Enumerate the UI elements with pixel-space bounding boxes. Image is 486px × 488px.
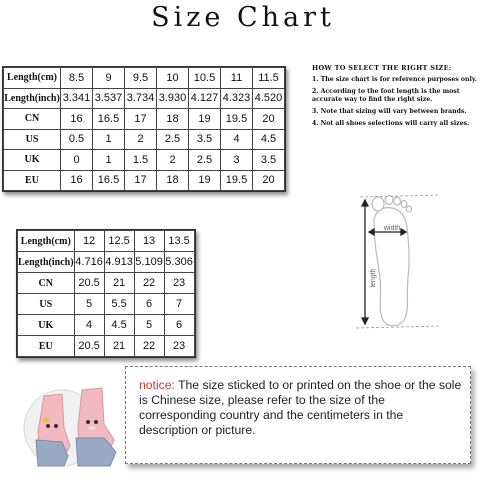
table-cell: 1.5 (125, 150, 157, 171)
table-cell: 0.5 (61, 129, 93, 150)
row-header: Length(cm) (4, 68, 61, 89)
table-cell: 4.716 (74, 252, 104, 273)
table-cell: 2 (125, 129, 157, 150)
table-cell: 8.5 (61, 68, 93, 89)
how-to-select-panel (312, 64, 484, 128)
row-header: UK (18, 315, 75, 336)
page-title: Size Chart (151, 2, 335, 33)
size-table-1 (3, 67, 285, 191)
width-label: width (383, 225, 401, 232)
table-cell: 9.5 (125, 68, 157, 89)
howto-point-2: 2. According to the foot length is the most accurate way to find the right size. (312, 88, 460, 103)
row-header: CN (4, 109, 61, 130)
table-cell: 4.323 (221, 88, 253, 109)
table-cell: 20 (253, 170, 285, 191)
table-cell: 11.5 (253, 68, 285, 89)
howto-point-3: 3. Note that sizing will vary between brands. (312, 108, 467, 115)
table-cell: 7 (164, 294, 194, 315)
table-cell: 2.5 (189, 150, 221, 171)
table-cell: 6 (164, 315, 194, 336)
table-cell: 16.5 (93, 170, 125, 191)
table-row (18, 315, 195, 336)
table-cell: 12 (74, 231, 104, 252)
row-header: Length(inch) (18, 252, 75, 273)
table-row (4, 170, 285, 191)
table-cell: 22 (134, 273, 164, 294)
table-cell: 9 (93, 68, 125, 89)
table-row (4, 150, 285, 171)
row-header: UK (4, 150, 61, 171)
table-cell: 21 (104, 336, 134, 357)
table-row (18, 273, 195, 294)
table-cell: 4 (74, 315, 104, 336)
table-cell: 5 (134, 315, 164, 336)
notice-text (139, 378, 465, 438)
table-row (18, 336, 195, 357)
table-cell: 21 (104, 273, 134, 294)
table-cell: 23 (164, 273, 194, 294)
table-cell: 16 (61, 109, 93, 130)
table-cell: 22 (134, 336, 164, 357)
table-cell: 16 (61, 170, 93, 191)
table-cell: 4 (221, 129, 253, 150)
table-cell: 19 (189, 170, 221, 191)
howto-heading: HOW TO SELECT THE RIGHT SIZE: (312, 64, 452, 72)
table-cell: 1 (93, 129, 125, 150)
table-cell: 17 (125, 109, 157, 130)
table-cell: 4.5 (104, 315, 134, 336)
table-cell: 17 (125, 170, 157, 191)
table-cell: 13.5 (164, 231, 194, 252)
table-cell: 20 (253, 109, 285, 130)
size-table-small (16, 229, 196, 358)
table-cell: 5 (74, 294, 104, 315)
table-cell: 18 (157, 170, 189, 191)
table-cell: 10 (157, 68, 189, 89)
table-cell: 5.109 (134, 252, 164, 273)
table-cell: 3.5 (189, 129, 221, 150)
table-cell: 3.5 (253, 150, 285, 171)
table-cell: 11 (221, 68, 253, 89)
table-cell: 23 (164, 336, 194, 357)
table-row (4, 109, 285, 130)
table-cell: 1 (93, 150, 125, 171)
row-header: CN (18, 273, 75, 294)
table-cell: 5.306 (164, 252, 194, 273)
sock-shoe-right-icon (76, 388, 116, 466)
table-row (18, 294, 195, 315)
table-cell: 20.5 (74, 273, 104, 294)
table-cell: 3.537 (93, 88, 125, 109)
table-cell: 3 (221, 150, 253, 171)
baby-sock-shoes-image (22, 376, 138, 476)
table-cell: 0 (61, 150, 93, 171)
table-cell: 3.930 (157, 88, 189, 109)
table-row (4, 68, 285, 89)
table-cell: 13 (134, 231, 164, 252)
table-row (18, 231, 195, 252)
table-cell: 2 (157, 150, 189, 171)
table-row (18, 252, 195, 273)
table-cell: 4.5 (253, 129, 285, 150)
row-header: Length(cm) (18, 231, 75, 252)
table-cell: 19 (189, 109, 221, 130)
table-cell: 4.913 (104, 252, 134, 273)
table-cell: 4.520 (253, 88, 285, 109)
table-cell: 3.341 (61, 88, 93, 109)
size-table-large (2, 66, 286, 192)
table-cell: 20.5 (74, 336, 104, 357)
table-cell: 2.5 (157, 129, 189, 150)
table-row (4, 129, 285, 150)
size-table-2 (17, 230, 195, 357)
notice-label: notice: (139, 378, 175, 392)
table-cell: 18 (157, 109, 189, 130)
table-cell: 6 (134, 294, 164, 315)
foot-measure-diagram (352, 192, 444, 332)
row-header: US (4, 129, 61, 150)
table-cell: 4.127 (189, 88, 221, 109)
row-header: Length(inch) (4, 88, 61, 109)
table-cell: 19.5 (221, 109, 253, 130)
table-cell: 12.5 (104, 231, 134, 252)
table-row (4, 88, 285, 109)
foot-outline-icon (372, 196, 412, 326)
table-cell: 16.5 (93, 109, 125, 130)
table-cell: 3.734 (125, 88, 157, 109)
row-header: EU (18, 336, 75, 357)
row-header: US (18, 294, 75, 315)
notice-body: The size sticked to or printed on the shoe or the sole is Chinese size, please refer to the size of the corresponding country and the centimeters in the description or picture. (139, 378, 462, 437)
table-cell: 10.5 (189, 68, 221, 89)
table-cell: 19.5 (221, 170, 253, 191)
row-header: EU (4, 170, 61, 191)
length-label: length (370, 268, 377, 288)
table-cell: 5.5 (104, 294, 134, 315)
howto-point-4: 4. Not all shoes selections will carry all sizes. (312, 120, 470, 127)
howto-point-1: 1. The size chart is for reference purposes only. (312, 76, 477, 83)
